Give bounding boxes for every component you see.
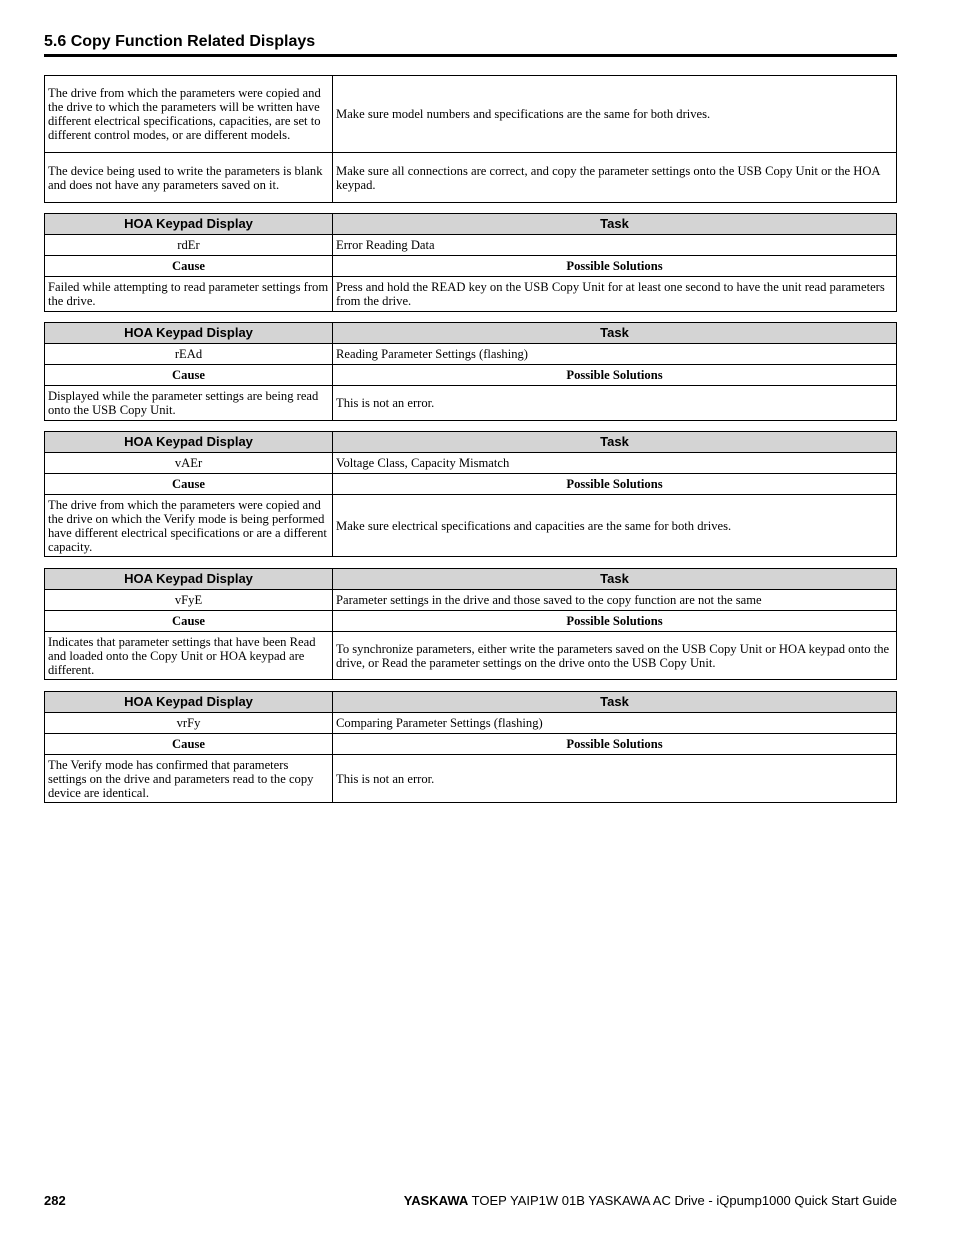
footer-title-text: TOEP YAIP1W 01B YASKAWA AC Drive - iQpump1000 Quick Start Guide	[468, 1193, 897, 1208]
footer-doc-title	[404, 1193, 897, 1208]
subheader-row	[45, 256, 897, 277]
header-display-label: HOA Keypad Display	[45, 323, 333, 344]
cause-cell: The Verify mode has confirmed that parameters settings on the drive and parameters read to the copy device are identical.	[45, 755, 333, 803]
display-code: vrFy	[45, 713, 333, 734]
display-table-vrFy	[44, 691, 897, 803]
table-row	[45, 235, 897, 256]
cause-cell: Indicates that parameter settings that have been Read and loaded onto the Copy Unit or HOA keypad are different.	[45, 632, 333, 680]
display-code: rdEr	[45, 235, 333, 256]
header-display-label: HOA Keypad Display	[45, 569, 333, 590]
subheader-row	[45, 734, 897, 755]
table-row	[45, 632, 897, 680]
header-row	[45, 569, 897, 590]
display-code: rEAd	[45, 344, 333, 365]
header-row	[45, 692, 897, 713]
solution-cell: To synchronize parameters, either write the parameters saved on the USB Copy Unit or HOA keypad onto the drive, or Read the parameter settings on the drive onto the USB Copy Unit.	[333, 632, 897, 680]
table-row	[45, 277, 897, 312]
page-number: 282	[44, 1193, 66, 1208]
header-row	[45, 323, 897, 344]
solution-cell: This is not an error.	[333, 755, 897, 803]
cause-cell: The device being used to write the parameters is blank and does not have any parameters saved on it.	[45, 153, 333, 203]
display-code: vFyE	[45, 590, 333, 611]
solution-cell: Make sure electrical specifications and capacities are the same for both drives.	[333, 495, 897, 557]
solutions-label: Possible Solutions	[333, 611, 897, 632]
cause-label: Cause	[45, 256, 333, 277]
footer-brand: YASKAWA	[403, 1193, 469, 1208]
subheader-row	[45, 611, 897, 632]
cause-label: Cause	[45, 734, 333, 755]
header-display-label: HOA Keypad Display	[45, 692, 333, 713]
solution-cell: This is not an error.	[333, 386, 897, 421]
solution-cell: Press and hold the READ key on the USB Copy Unit for at least one second to have the unit read parameters from the drive.	[333, 277, 897, 312]
table-row	[45, 76, 897, 153]
display-code: vAEr	[45, 453, 333, 474]
task-text: Parameter settings in the drive and those saved to the copy function are not the same	[333, 590, 897, 611]
header-task-label: Task	[333, 323, 897, 344]
display-table-rEAd	[44, 322, 897, 421]
table-row	[45, 590, 897, 611]
cause-cell: The drive from which the parameters were copied and the drive on which the Verify mode is being performed have different electrical specifications or are a different capacity.	[45, 495, 333, 557]
task-text: Error Reading Data	[333, 235, 897, 256]
cause-cell: Failed while attempting to read parameter settings from the drive.	[45, 277, 333, 312]
table-row	[45, 713, 897, 734]
continuation-table	[44, 75, 897, 203]
solutions-label: Possible Solutions	[333, 474, 897, 495]
cause-label: Cause	[45, 474, 333, 495]
table-row	[45, 153, 897, 203]
subheader-row	[45, 474, 897, 495]
task-text: Reading Parameter Settings (flashing)	[333, 344, 897, 365]
display-table-vFyE	[44, 568, 897, 680]
cause-label: Cause	[45, 611, 333, 632]
solutions-label: Possible Solutions	[333, 365, 897, 386]
solutions-label: Possible Solutions	[333, 256, 897, 277]
subheader-row	[45, 365, 897, 386]
display-table-rdEr	[44, 213, 897, 312]
header-task-label: Task	[333, 432, 897, 453]
section-title: 5.6 Copy Function Related Displays	[44, 33, 897, 57]
table-row	[45, 495, 897, 557]
header-row	[45, 432, 897, 453]
header-task-label: Task	[333, 569, 897, 590]
header-task-label: Task	[333, 214, 897, 235]
cause-cell: The drive from which the parameters were copied and the drive to which the parameters will be written have different electrical specifications, capacities, are set to different control modes, or are different models.	[45, 76, 333, 153]
cause-label: Cause	[45, 365, 333, 386]
table-row	[45, 755, 897, 803]
header-row	[45, 214, 897, 235]
solutions-label: Possible Solutions	[333, 734, 897, 755]
header-task-label: Task	[333, 692, 897, 713]
header-display-label: HOA Keypad Display	[45, 432, 333, 453]
table-row	[45, 386, 897, 421]
table-row	[45, 344, 897, 365]
cause-cell: Displayed while the parameter settings are being read onto the USB Copy Unit.	[45, 386, 333, 421]
table-row	[45, 453, 897, 474]
solution-cell: Make sure model numbers and specifications are the same for both drives.	[333, 76, 897, 153]
solution-cell: Make sure all connections are correct, and copy the parameter settings onto the USB Copy Unit or the HOA keypad.	[333, 153, 897, 203]
header-display-label: HOA Keypad Display	[45, 214, 333, 235]
task-text: Voltage Class, Capacity Mismatch	[333, 453, 897, 474]
display-table-vAEr	[44, 431, 897, 557]
task-text: Comparing Parameter Settings (flashing)	[333, 713, 897, 734]
